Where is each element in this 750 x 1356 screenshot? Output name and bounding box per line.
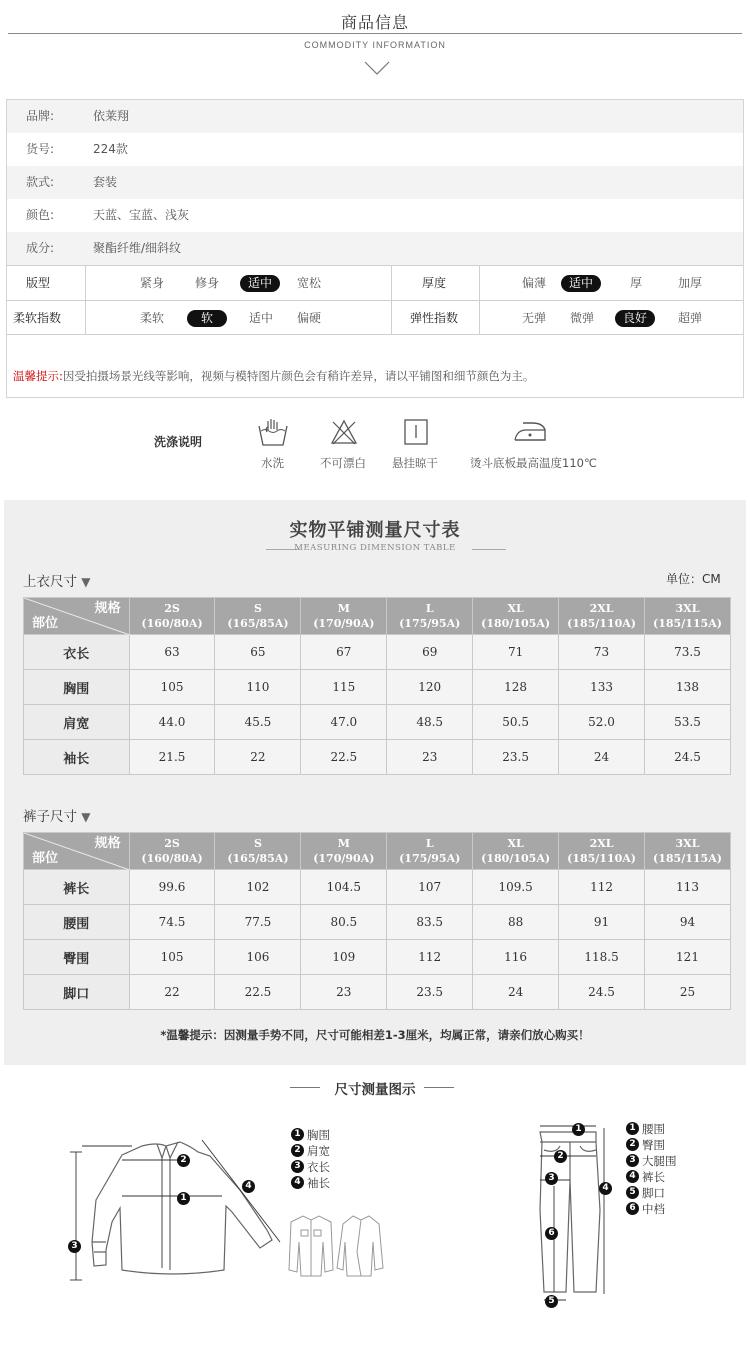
table-cell: 133 <box>559 670 645 705</box>
thickness-option: 加厚 <box>678 276 703 290</box>
info-row-material <box>7 232 743 265</box>
attr-label-softness: 柔软指数 <box>13 311 62 325</box>
divider <box>424 1087 454 1088</box>
divider <box>391 266 392 300</box>
row-label: 肩宽 <box>24 705 130 740</box>
elasticity-option: 超弹 <box>678 311 703 325</box>
table-cell: 50.5 <box>473 705 559 740</box>
corner-bottom-label: 部位 <box>32 616 59 631</box>
table-row <box>24 975 731 1010</box>
table-cell: 80.5 <box>301 905 387 940</box>
table-cell: 94 <box>645 905 731 940</box>
corner-bottom-label: 部位 <box>32 851 59 866</box>
size-header: M (170/90A) <box>301 833 387 870</box>
divider <box>479 301 480 335</box>
divider <box>479 266 480 300</box>
table-cell: 73.5 <box>645 635 731 670</box>
table-cell: 23 <box>387 740 473 775</box>
row-label: 臀围 <box>24 940 130 975</box>
top-table-title-text: 上衣尺寸 <box>23 574 77 590</box>
notice-prefix: 温馨提示: <box>13 369 63 383</box>
legend-item: 2 臀围 <box>626 1137 677 1153</box>
table-cell: 21.5 <box>129 740 215 775</box>
table-row <box>24 635 731 670</box>
table-cell: 45.5 <box>215 705 301 740</box>
attr-label-thickness: 厚度 <box>422 276 447 290</box>
section-subtitle: COMMODITY INFORMATION <box>304 40 446 50</box>
table-cell: 83.5 <box>387 905 473 940</box>
info-label: 品牌: <box>26 109 55 123</box>
table-cell: 71 <box>473 635 559 670</box>
table-cell: 73 <box>559 635 645 670</box>
chevron-down-icon <box>364 60 390 76</box>
pants-size-table <box>23 832 731 1010</box>
table-cell: 69 <box>387 635 473 670</box>
legend-item: 1 胸围 <box>291 1127 330 1143</box>
softness-option: 柔软 <box>140 311 165 325</box>
table-cell: 138 <box>645 670 731 705</box>
size-header: S (165/85A) <box>215 833 301 870</box>
size-header: XL (180/105A) <box>473 833 559 870</box>
table-cell: 65 <box>215 635 301 670</box>
unit-label: 单位：CM <box>666 572 721 586</box>
legend-item: 5 脚口 <box>626 1185 677 1201</box>
fit-option: 修身 <box>195 276 220 290</box>
product-info-box <box>6 99 744 398</box>
softness-option-selected: 软 <box>187 310 227 327</box>
pants-legend <box>626 1121 677 1217</box>
divider <box>8 33 742 34</box>
section-header <box>0 0 750 96</box>
table-row <box>24 670 731 705</box>
info-row-color <box>7 199 743 232</box>
size-header: 2XL (185/110A) <box>559 598 645 635</box>
table-cell: 52.0 <box>559 705 645 740</box>
row-label: 衣长 <box>24 635 130 670</box>
info-label: 款式: <box>26 175 55 189</box>
legend-item: 6 中档 <box>626 1201 677 1217</box>
attribute-row <box>7 266 743 301</box>
table-cell: 118.5 <box>559 940 645 975</box>
size-header: S (165/85A) <box>215 598 301 635</box>
table-cell: 25 <box>645 975 731 1010</box>
table-cell: 23 <box>301 975 387 1010</box>
legend-item: 4 袖长 <box>291 1175 330 1191</box>
elasticity-option: 无弹 <box>522 311 547 325</box>
info-value: 224款 <box>93 142 128 156</box>
table-corner <box>24 833 130 870</box>
row-label: 袖长 <box>24 740 130 775</box>
softness-option: 适中 <box>249 311 274 325</box>
legend-item: 2 肩宽 <box>291 1143 330 1159</box>
size-header: M (170/90A) <box>301 598 387 635</box>
attr-label-elasticity: 弹性指数 <box>410 311 459 325</box>
table-cell: 109.5 <box>473 870 559 905</box>
wash-instructions <box>0 410 750 480</box>
hand-wash-icon <box>256 418 290 448</box>
fit-option-selected: 适中 <box>240 275 280 292</box>
row-label: 腰围 <box>24 905 130 940</box>
attribute-row <box>7 301 743 336</box>
size-header: 3XL (185/115A) <box>645 833 731 870</box>
info-label: 货号: <box>26 142 55 156</box>
table-cell: 74.5 <box>129 905 215 940</box>
table-cell: 48.5 <box>387 705 473 740</box>
top-table-title <box>23 570 91 590</box>
size-header: L (175/95A) <box>387 833 473 870</box>
row-label: 胸围 <box>24 670 130 705</box>
wash-text: 水洗 <box>261 456 284 470</box>
size-chart-title: 实物平铺测量尺寸表 <box>289 520 461 541</box>
table-cell: 105 <box>129 670 215 705</box>
table-cell: 112 <box>387 940 473 975</box>
legend-item: 4 裤长 <box>626 1169 677 1185</box>
table-cell: 110 <box>215 670 301 705</box>
fit-option: 宽松 <box>297 276 322 290</box>
softness-option: 偏硬 <box>297 311 322 325</box>
pants-table-title-text: 裤子尺寸 <box>23 809 77 825</box>
table-cell: 116 <box>473 940 559 975</box>
table-corner <box>24 598 130 635</box>
size-header: 3XL (185/115A) <box>645 598 731 635</box>
jacket-illustration <box>285 1212 385 1280</box>
size-header: 2XL (185/110A) <box>559 833 645 870</box>
hang-dry-icon <box>403 418 429 446</box>
table-cell: 24.5 <box>645 740 731 775</box>
table-cell: 112 <box>559 870 645 905</box>
iron-icon <box>512 418 548 444</box>
table-cell: 121 <box>645 940 731 975</box>
table-cell: 63 <box>129 635 215 670</box>
corner-top-label: 规格 <box>94 601 121 616</box>
info-label: 颜色: <box>26 208 55 222</box>
table-cell: 104.5 <box>301 870 387 905</box>
size-note: *温馨提示：因测量手势不同，尺寸可能相差1-3厘米，均属正常，请亲们放心购买！ <box>160 1028 590 1042</box>
size-chart-subtitle: MEASURING DIMENSION TABLE <box>294 543 456 553</box>
size-header: 2S (160/80A) <box>129 833 215 870</box>
info-row-brand <box>7 100 743 133</box>
elasticity-option: 微弹 <box>570 311 595 325</box>
table-cell: 53.5 <box>645 705 731 740</box>
table-cell: 24 <box>473 975 559 1010</box>
table-cell: 77.5 <box>215 905 301 940</box>
elasticity-option-selected: 良好 <box>615 310 655 327</box>
thickness-option: 厚 <box>630 276 643 290</box>
size-chart-section <box>4 500 746 1065</box>
info-value: 套装 <box>93 175 118 189</box>
divider <box>85 266 86 300</box>
table-row <box>24 705 731 740</box>
attributes-table <box>7 265 743 335</box>
shirt-legend <box>291 1127 330 1191</box>
table-cell: 22.5 <box>215 975 301 1010</box>
table-row <box>24 870 731 905</box>
table-cell: 107 <box>387 870 473 905</box>
table-cell: 47.0 <box>301 705 387 740</box>
top-size-table <box>23 597 731 775</box>
size-header: XL (180/105A) <box>473 598 559 635</box>
table-cell: 44.0 <box>129 705 215 740</box>
table-header-row <box>24 598 731 635</box>
section-title: 商品信息 <box>340 13 409 32</box>
info-row-sku <box>7 133 743 166</box>
color-notice <box>13 368 534 384</box>
triangle-down-icon: ▼ <box>81 575 91 589</box>
table-row <box>24 905 731 940</box>
table-row <box>24 940 731 975</box>
wash-text: 不可漂白 <box>320 456 366 470</box>
table-header-row <box>24 833 731 870</box>
table-cell: 22 <box>215 740 301 775</box>
pants-diagram <box>530 1120 610 1310</box>
notice-text: 因受拍摄场景光线等影响，视频与模特图片颜色会有稍许差异，请以平铺图和细节颜色为主。 <box>62 369 535 383</box>
table-cell: 67 <box>301 635 387 670</box>
corner-top-label: 规格 <box>94 836 121 851</box>
table-cell: 91 <box>559 905 645 940</box>
divider <box>472 549 506 550</box>
legend-item: 3 大腿围 <box>626 1153 677 1169</box>
table-cell: 22.5 <box>301 740 387 775</box>
fit-option: 紧身 <box>140 276 165 290</box>
no-bleach-icon <box>330 418 358 446</box>
table-cell: 102 <box>215 870 301 905</box>
table-cell: 22 <box>129 975 215 1010</box>
attr-label-fit: 版型 <box>26 276 51 290</box>
table-cell: 120 <box>387 670 473 705</box>
table-cell: 23.5 <box>387 975 473 1010</box>
table-cell: 88 <box>473 905 559 940</box>
table-cell: 128 <box>473 670 559 705</box>
row-label: 脚口 <box>24 975 130 1010</box>
pants-table-title <box>23 805 91 825</box>
table-cell: 99.6 <box>129 870 215 905</box>
table-cell: 105 <box>129 940 215 975</box>
legend-item: 3 衣长 <box>291 1159 330 1175</box>
table-cell: 106 <box>215 940 301 975</box>
table-cell: 113 <box>645 870 731 905</box>
row-label: 裤长 <box>24 870 130 905</box>
table-row <box>24 740 731 775</box>
info-value: 依莱翔 <box>93 109 130 123</box>
info-value: 聚酯纤维/细斜纹 <box>93 241 182 255</box>
thickness-option-selected: 适中 <box>561 275 601 292</box>
divider <box>391 301 392 335</box>
table-cell: 24 <box>559 740 645 775</box>
info-value: 天蓝、宝蓝、浅灰 <box>93 208 190 222</box>
size-header: 2S (160/80A) <box>129 598 215 635</box>
wash-label: 洗涤说明 <box>154 435 203 449</box>
info-label: 成分: <box>26 241 55 255</box>
divider <box>85 301 86 335</box>
measure-title: 尺寸测量图示 <box>334 1082 416 1098</box>
wash-text: 烫斗底板最高温度110℃ <box>470 456 597 470</box>
table-cell: 23.5 <box>473 740 559 775</box>
table-cell: 115 <box>301 670 387 705</box>
table-cell: 109 <box>301 940 387 975</box>
size-header: L (175/95A) <box>387 598 473 635</box>
legend-item: 1 腰围 <box>626 1121 677 1137</box>
wash-text: 悬挂晾干 <box>392 456 438 470</box>
info-row-style <box>7 166 743 199</box>
triangle-down-icon: ▼ <box>81 810 91 824</box>
thickness-option: 偏薄 <box>522 276 547 290</box>
table-cell: 24.5 <box>559 975 645 1010</box>
